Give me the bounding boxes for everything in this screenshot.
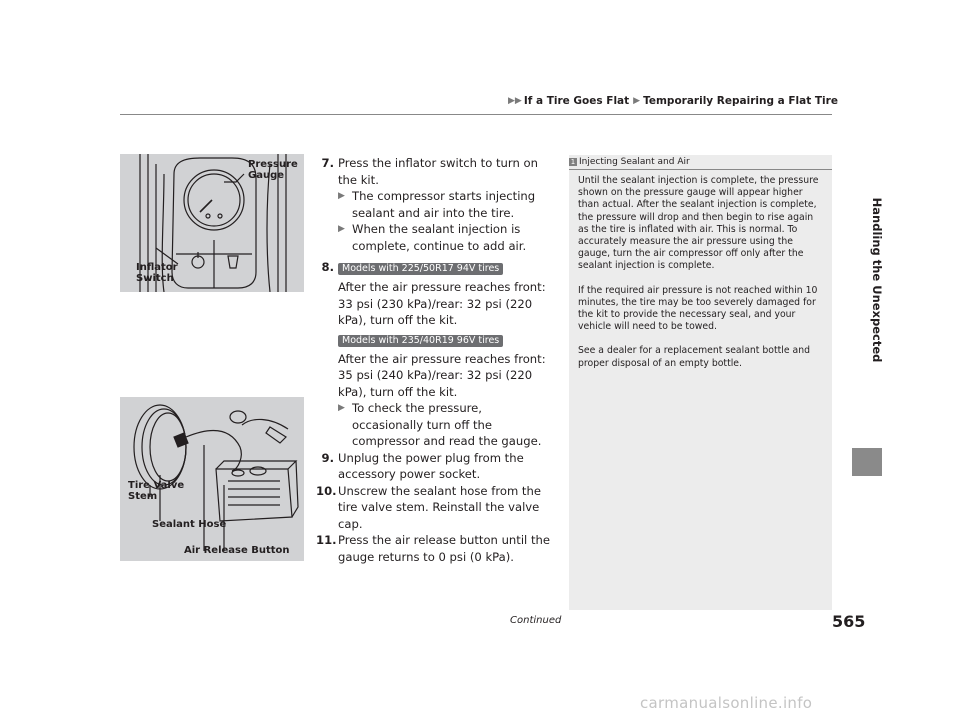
step-11	[316, 532, 556, 565]
procedure-steps	[316, 155, 556, 565]
step-9	[316, 450, 556, 483]
sub-arrow-icon: ▶	[338, 403, 345, 413]
step-note-text: When the sealant injection is complete, continue to add air.	[352, 222, 527, 253]
step-number: 11.	[316, 533, 337, 547]
step-note	[338, 221, 556, 254]
model-badge: Models with 235/40R19 96V tires	[338, 335, 503, 347]
chapter-tab-label: Handling the Unexpected	[870, 197, 884, 363]
air-release-button-label: Air Release Button	[184, 545, 290, 556]
step-number: 9.	[321, 450, 334, 465]
step-text: Unscrew the sealant hose from the tire valve stem. Reinstall the valve cap.	[338, 483, 541, 531]
continued-label: Continued	[510, 615, 562, 626]
step-note	[338, 400, 556, 450]
model-badge: Models with 225/50R17 94V tires	[338, 263, 503, 275]
note-paragraph: Until the sealant injection is complete, the pressure shown on the pressure gauge will appear higher than actual. After the sealant injection is complete, the pressure will drop and then begin to rise again as the tire is inflated with air. This is normal. To accurately measure the air pressure using the gauge, turn the air compressor off only after the sealant injection is complete.	[578, 175, 819, 272]
side-note	[569, 155, 832, 610]
page-number: 565	[832, 612, 866, 631]
step-note-text: To check the pressure, occasionally turn off the compressor and read the gauge.	[352, 401, 542, 448]
note-divider	[569, 169, 832, 170]
header-divider	[120, 114, 832, 115]
pressure-gauge-label: Pressure Gauge	[248, 159, 298, 181]
breadcrumb-arrow-icon: ▶▶	[508, 96, 522, 106]
note-paragraph: See a dealer for a replacement sealant bottle and proper disposal of an empty bottle.	[578, 345, 811, 369]
step-text: After the air pressure reaches front: 33 psi (230 kPa)/rear: 32 psi (220 kPa), turn off the kit.	[338, 280, 546, 327]
chapter-tab[interactable]	[862, 140, 892, 420]
inflator-switch-label: Inflator Switch	[136, 262, 178, 284]
step-text: Unplug the power plug from the accessory power socket.	[338, 450, 524, 481]
step-7	[316, 155, 556, 188]
note-paragraph: If the required air pressure is not reached within 10 minutes, the tire may be too severely damaged for the kit to provide the necessary seal, and your vehicle will need to be towed.	[578, 284, 818, 333]
step-number: 10.	[316, 483, 337, 498]
inflator-figure	[120, 154, 304, 292]
compressor-figure	[120, 397, 304, 561]
breadcrumb	[508, 95, 838, 107]
step-text: Press the air release button until the gauge returns to 0 psi (0 kPa).	[338, 533, 550, 564]
watermark: carmanualsonline.info	[640, 694, 813, 712]
breadcrumb-page: Temporarily Repairing a Flat Tire	[643, 95, 838, 107]
chapter-marker	[852, 448, 882, 476]
note-marker-icon: 1	[570, 158, 576, 166]
step-number: 7.	[321, 156, 334, 170]
tire-valve-stem-label: Tire Valve Stem	[128, 480, 185, 502]
sub-arrow-icon: ▶	[338, 224, 345, 234]
step-10	[316, 483, 556, 533]
note-body	[578, 175, 826, 382]
step-number: 8.	[321, 260, 334, 274]
step-text: After the air pressure reaches front: 35 psi (240 kPa)/rear: 32 psi (220 kPa), turn off the kit.	[338, 351, 546, 399]
note-header	[569, 157, 690, 167]
step-note-text: The compressor starts injecting sealant and air into the tire.	[352, 189, 536, 220]
step-text: Press the inflator switch to turn on the kit.	[338, 156, 538, 187]
step-note	[338, 188, 556, 221]
sub-arrow-icon: ▶	[338, 191, 345, 201]
compressor-illustration	[120, 397, 304, 561]
sealant-hose-label: Sealant Hose	[152, 519, 227, 530]
breadcrumb-section[interactable]: If a Tire Goes Flat	[523, 95, 630, 107]
breadcrumb-arrow-icon: ▶	[633, 96, 641, 106]
step-8	[316, 259, 556, 400]
note-title: Injecting Sealant and Air	[579, 157, 690, 167]
